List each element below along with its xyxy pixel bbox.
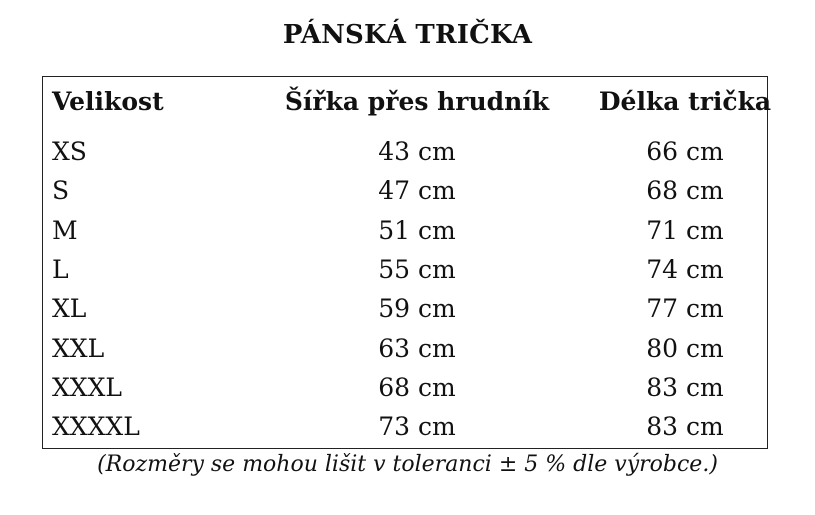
table-cell-size: XXXL [52, 373, 122, 402]
table-cell-chest-width-value: 73 cm [378, 412, 456, 441]
table-cell-size: XXXXL [52, 412, 140, 441]
column-header-shirt-length-label: Délka trička [598, 87, 772, 116]
table-cell-chest-width-value: 43 cm [378, 137, 456, 166]
table-cell-shirt-length-value: 80 cm [646, 334, 724, 363]
size-table [42, 76, 772, 449]
table-cell-size: S [52, 176, 70, 205]
table-cell-shirt-length-value: 71 cm [646, 216, 724, 245]
table-cell-chest-width-value: 68 cm [378, 373, 456, 402]
table-cell-size: XS [52, 137, 87, 166]
table-cell-shirt-length-value: 83 cm [646, 412, 724, 441]
table-cell-chest-width-value: 51 cm [378, 216, 456, 245]
table-cell-shirt-length-value: 83 cm [646, 373, 724, 402]
column-header-chest-width-label: Šířka přes hrudník [284, 87, 550, 116]
table-cell-chest-width-value: 63 cm [378, 334, 456, 363]
table-cell-shirt-length-value: 66 cm [646, 137, 724, 166]
table-cell-shirt-length-value: 68 cm [646, 176, 724, 205]
table-cell-size: M [52, 216, 78, 245]
tolerance-note: (Rozměry se mohou lišit v toleranci ± 5 % dle výrobce.) [97, 452, 718, 477]
table-cell-size: XL [52, 294, 87, 323]
table-cell-shirt-length-value: 77 cm [646, 294, 724, 323]
table-cell-shirt-length-value: 74 cm [646, 255, 724, 284]
page-title: PÁNSKÁ TRIČKA [282, 20, 533, 50]
column-header-size: Velikost [52, 87, 164, 116]
table-cell-chest-width-value: 59 cm [378, 294, 456, 323]
table-cell-chest-width-value: 47 cm [378, 176, 456, 205]
table-cell-size: L [52, 255, 69, 284]
table-cell-chest-width-value: 55 cm [378, 255, 456, 284]
table-cell-size: XXL [52, 334, 105, 363]
